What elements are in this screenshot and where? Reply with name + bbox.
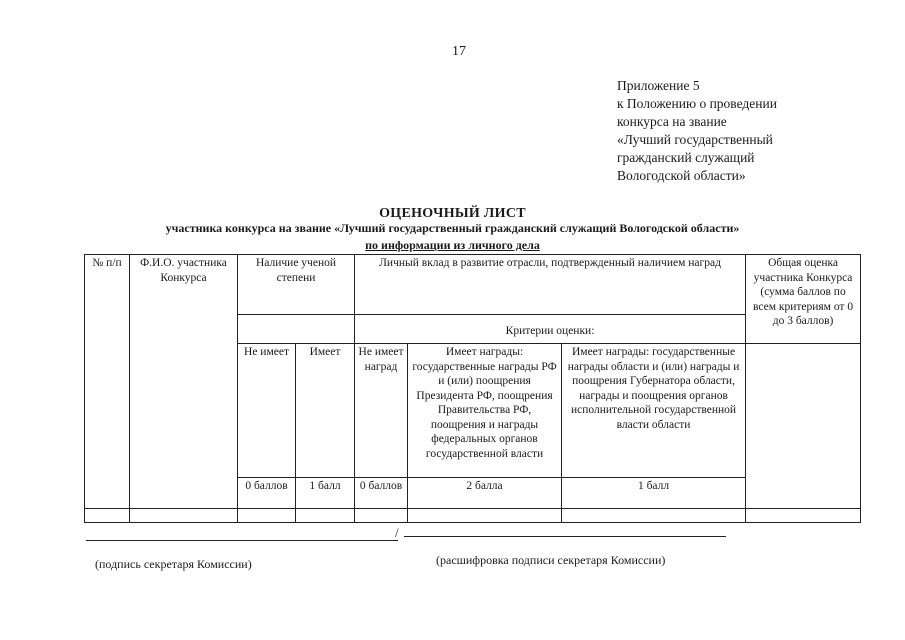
table-cell xyxy=(296,509,355,523)
document-title: ОЦЕНОЧНЫЙ ЛИСТ xyxy=(379,206,526,221)
header-contribution: Личный вклад в развитие отрасли, подтвержденный наличием наград xyxy=(355,255,746,315)
appendix-line: Приложение 5 xyxy=(617,78,700,93)
page-number: 17 xyxy=(452,44,466,59)
table-row xyxy=(85,509,861,523)
degree-no-header: Не имеет xyxy=(238,344,296,478)
signature-transcript-label: (расшифровка подписи секретаря Комиссии) xyxy=(436,553,666,567)
score-degree-no: 0 баллов xyxy=(238,478,296,509)
header-degree: Наличие ученой степени xyxy=(238,255,355,315)
criteria-label: Критерии оценки: xyxy=(355,315,746,344)
evaluation-table xyxy=(84,254,861,523)
appendix-line: гражданский служащий xyxy=(617,150,755,165)
signature-label: (подпись секретаря Комиссии) xyxy=(95,557,252,571)
awards-federal-header: Имеет награды: государственные награды РФ и (или) поощрения Президента РФ, поощрения Правительства РФ, поощрения и награды федеральных органов государственной власти xyxy=(408,344,562,478)
table-cell xyxy=(746,509,861,523)
table-cell xyxy=(355,509,408,523)
appendix-block xyxy=(617,77,877,185)
score-awards-none: 0 баллов xyxy=(355,478,408,509)
header-number: № п/п xyxy=(85,255,130,509)
table-cell xyxy=(562,509,746,523)
appendix-line: Вологодской области» xyxy=(617,168,746,183)
degree-yes-header: Имеет xyxy=(296,344,355,478)
header-total: Общая оценка участника Конкурса (сумма баллов по всем критериям от 0 до 3 баллов) xyxy=(746,255,861,344)
appendix-line: конкурса на звание xyxy=(617,114,727,129)
signature-line xyxy=(86,540,398,541)
appendix-line: «Лучший государственный xyxy=(617,132,773,147)
total-empty-cell xyxy=(746,344,861,509)
signature-transcript-line xyxy=(404,536,726,537)
score-awards-regional: 1 балл xyxy=(562,478,746,509)
score-awards-federal: 2 балла xyxy=(408,478,562,509)
score-degree-yes: 1 балл xyxy=(296,478,355,509)
appendix-line: к Положению о проведении xyxy=(617,96,777,111)
table-cell xyxy=(408,509,562,523)
signature-separator: / xyxy=(395,525,399,540)
header-name: Ф.И.О. участника Конкурса xyxy=(130,255,238,509)
degree-empty-cell xyxy=(238,315,355,344)
document-subtitle-source: по информации из личного дела xyxy=(365,238,540,252)
awards-regional-header: Имеет награды: государственные награды области и (или) награды и поощрения Губернатора области, награды и поощрения органов исполнительной государственной власти области xyxy=(562,344,746,478)
table-cell xyxy=(238,509,296,523)
table-cell xyxy=(85,509,130,523)
awards-none-header: Не имеет наград xyxy=(355,344,408,478)
document-subtitle: участника конкурса на звание «Лучший государственный гражданский служащий Вологодской области» xyxy=(165,221,740,235)
table-cell xyxy=(130,509,238,523)
